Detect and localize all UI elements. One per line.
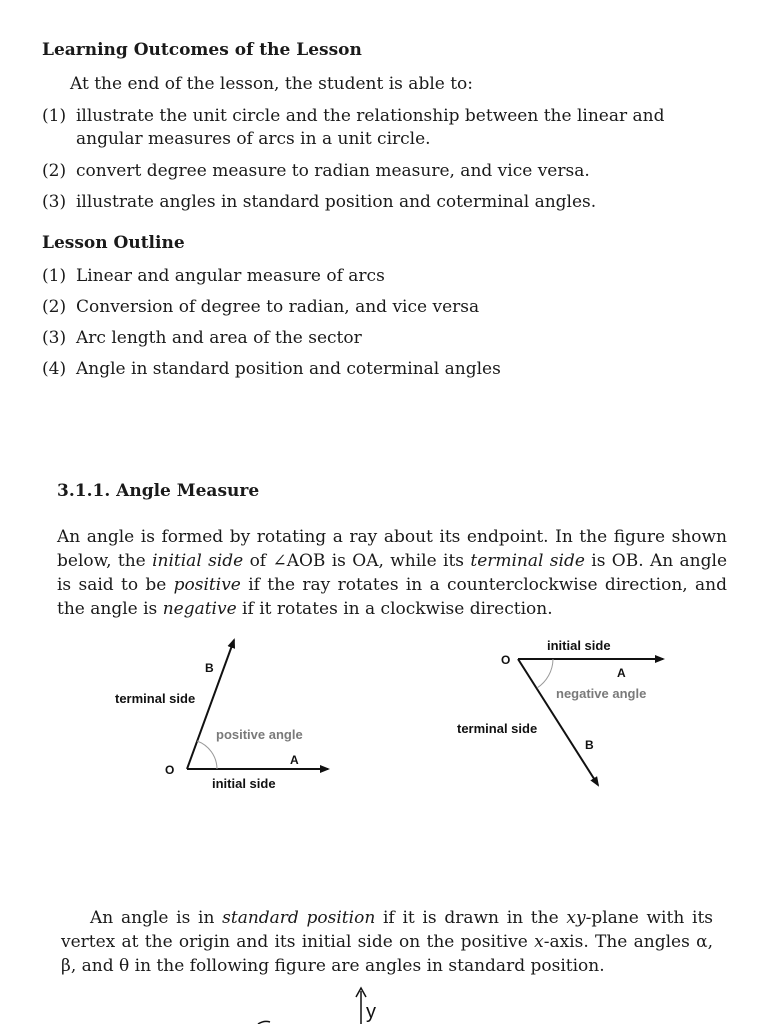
standard-position-paragraph <box>61 906 713 978</box>
item-text: convert degree measure to radian measure, and vice versa. <box>76 161 590 181</box>
text-run: if it is drawn in the <box>375 908 567 928</box>
label-a: A <box>290 753 299 767</box>
label-initial-side: initial side <box>212 776 276 791</box>
text-emphasis: terminal side <box>470 551 585 571</box>
negative-angle-figure <box>445 630 675 800</box>
outline-list <box>42 265 722 381</box>
list-item <box>42 265 722 288</box>
outline-heading: Lesson Outline <box>42 233 185 253</box>
outcomes-intro: At the end of the lesson, the student is able to: <box>70 74 474 94</box>
item-number: (3) <box>42 328 67 348</box>
outcomes-heading: Learning Outcomes of the Lesson <box>42 40 362 60</box>
text-run: if it rotates in a clockwise direction. <box>236 599 553 619</box>
outcomes-list <box>42 105 722 214</box>
label-y: y <box>366 1001 376 1023</box>
label-o: O <box>501 653 511 667</box>
text-run: if the ray rotates in a counterclockwise direction, and the angle is <box>57 575 727 619</box>
label-o: O <box>165 763 175 777</box>
angle-arc <box>197 741 217 769</box>
text-run: -axis. The angles α, β, and θ in the following figure are angles in standard position. <box>61 932 713 976</box>
label-b: B <box>585 738 594 752</box>
list-item <box>42 358 722 381</box>
text-run: An angle is in <box>90 908 223 928</box>
label-negative-angle: negative angle <box>556 686 647 701</box>
label-a: A <box>617 666 626 680</box>
item-number: (2) <box>42 297 67 317</box>
item-number: (4) <box>42 359 67 379</box>
text-emphasis: x <box>534 932 544 952</box>
label-initial-side: initial side <box>547 638 611 653</box>
item-text: Linear and angular measure of arcs <box>76 266 385 286</box>
text-run: is OB. An angle is said to be <box>57 551 728 595</box>
text-emphasis: xy <box>566 908 586 928</box>
text-emphasis: standard position <box>222 908 376 928</box>
label-positive-angle: positive angle <box>216 727 303 742</box>
text-emphasis: negative <box>162 599 237 619</box>
item-text: illustrate the unit circle and the relationship between the linear and angular measures of arcs in a unit circle. <box>76 106 665 149</box>
angle-arc <box>537 659 553 688</box>
list-item <box>42 160 722 183</box>
item-text: Arc length and area of the sector <box>76 328 362 348</box>
text-run: An angle is formed by rotating a ray about its endpoint. In the figure shown below, the <box>57 527 727 571</box>
positive-angle-figure <box>100 630 340 800</box>
list-item <box>42 191 722 214</box>
item-number: (1) <box>42 106 67 126</box>
list-item <box>42 327 722 350</box>
item-number: (3) <box>42 192 67 212</box>
text-emphasis: initial side <box>152 551 244 571</box>
text-run: of ∠AOB is OA, while its <box>243 551 471 571</box>
text-emphasis: positive <box>173 575 241 595</box>
item-text: Conversion of degree to radian, and vice versa <box>76 297 480 317</box>
item-number: (2) <box>42 161 67 181</box>
standard-position-figure <box>240 985 400 1024</box>
label-b: B <box>205 661 214 675</box>
item-text: illustrate angles in standard position and coterminal angles. <box>76 192 597 212</box>
item-text: Angle in standard position and coterminal angles <box>76 359 501 379</box>
list-item <box>42 105 722 151</box>
item-number: (1) <box>42 266 67 286</box>
label-terminal-side: terminal side <box>115 691 196 706</box>
text-run: -plane with its vertex at the origin and its initial side on the positive <box>61 908 713 952</box>
label-terminal-side: terminal side <box>457 721 538 736</box>
section-paragraph-angle <box>57 525 727 621</box>
list-item <box>42 296 722 319</box>
section-heading: 3.1.1. Angle Measure <box>57 481 260 501</box>
